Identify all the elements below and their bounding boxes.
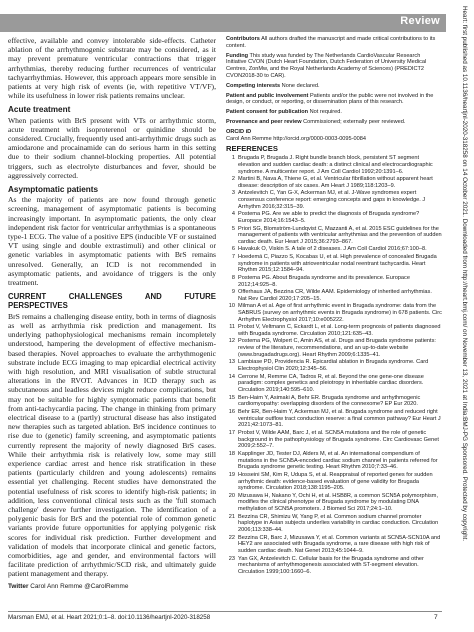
- reference-number: 13: [228, 359, 235, 366]
- reference-number: 3: [231, 190, 235, 197]
- reference-item: [226, 338, 442, 358]
- orcid-heading: ORCID iD: [226, 128, 252, 135]
- reference-number: 23: [228, 555, 235, 562]
- consent-statement: [226, 109, 442, 116]
- reference-item: [226, 211, 442, 225]
- asymptomatic-text: As the majority of patients are now found through genetic screening, management of asymptomatic patients is becoming increasingly important. In asymptomatic patients, the only clear independent risk factor for ventricular arrhythmias is a spontaneous type-1 ECG. The value of a positive EPS (inducible VF or sustained VT using single and double extrastimuli) and other clinical or genetic variables in asymptomatic patients with BrS remains unresolved. Generally, an ICD is not recommended in asymptomatic patients, and avoidance of triggers is the only treatment.: [8, 195, 216, 288]
- reference-text: Behr ER, Ben-Haim Y, Ackerman MJ, et al. Brugada syndrome and reduced right ventricular outflow tract conduction reserve: a final common pathway? Eur Heart J 2021;42:1073–81.: [238, 408, 441, 429]
- reference-number: 11: [229, 324, 235, 331]
- current-challenges-heading: CURRENT CHALLENGES AND FUTURE PERSPECTIVES: [8, 292, 216, 311]
- references-heading: REFERENCES: [226, 144, 278, 154]
- reference-text: Brugada P, Brugada J. Right bundle branch block, persistent ST segment elevation and sudden cardiac death: a distinct clinical and electrocardiographic syndrome. A multicenter report. J Am Coll Cardiol 1992;20:1391–6.: [238, 155, 433, 175]
- reference-text: Postema PG. Are we able to predict the diagnosis of Brugada syndrome? Europace 2014;16:1543–5.: [238, 211, 420, 225]
- ppi-text: Patients and/or the public were not involved in the design, or conduct, or reporting, or dissemination plans of this research.: [226, 92, 434, 106]
- reference-number: 22: [228, 534, 235, 541]
- reference-text: Havakuk O, Viskin S. A tale of 2 diseases. J Am Coll Cardiol 2016;67:100–8.: [238, 246, 427, 253]
- provenance-statement: [226, 119, 442, 126]
- reference-text: Postema PG. About Brugada syndrome and its prevalence. Europace 2012;14:925–8.: [238, 274, 410, 288]
- reference-text: Priori SG, Blomström-Lundqvist C, Mazzanti A, et al. 2015 ESC guidelines for the management of patients with ventricular arrhythmias and the prevention of sudden cardiac death. Eur Heart J 2015;36:2793–867.: [238, 225, 442, 246]
- reference-text: Hosseini SM, Kim R, Udupa S, et al. Reappraisal of reported genes for sudden arrhythmic death: evidence-based evaluation of gene validity for Brugada syndrome. Circulation 2018;138:1195–205.: [238, 471, 433, 492]
- side-notice-strip: [452, 6, 470, 626]
- reference-number: 14: [228, 373, 235, 380]
- contributors-statement: [226, 36, 442, 50]
- reference-item: [226, 275, 442, 289]
- reference-text: Offerhaus JA, Bezzina CR, Wilde AAM. Epidemiology of inherited arrhythmias. Nat Rev Cardiol 2020;17:205–15.: [238, 289, 432, 302]
- reference-text: Milman A et al. Age of first arrhythmic event in Brugada syndrome: data from the SABRUS (survey on arrhythmic events in Brugada syndrome) in 678 patients. Circ Arrhythm Electrophysiol 2017;10:e005222.: [238, 303, 442, 323]
- provenance-label: Provenance and peer review: [226, 118, 302, 125]
- reference-number: 18: [228, 450, 235, 457]
- twitter-handle[interactable]: Carol Ann Remme @CarolRemme: [30, 582, 129, 590]
- acute-treatment-text: When patients with BrS present with VTs or arrhythmic storm, acute treatment with isoproterenol or quinidine should be considered. Crucially, frequently used anti-arrhythmic drugs such as amiodarone and procainamide can do serious harm in this setting due to their sodium channel-blocking properties. All potential triggers, such as electrolyte disturbances and fever, should be aggressively corrected.: [8, 115, 216, 180]
- reference-number: 2: [231, 176, 235, 183]
- reference-item: [226, 324, 442, 338]
- reference-number: 1: [231, 155, 235, 162]
- reference-number: 10: [228, 303, 235, 310]
- reference-number: 8: [231, 274, 235, 281]
- reference-text: Hoedemá C, Piazzo S, Kocabas U, et al. High prevalence of concealed Brugada syndrome in patients with atrioventricular nodal reentrant tachycardia. Heart Rhythm 2015;12:1584–94.: [238, 253, 437, 274]
- reference-text: Lambiase PD, Providencia R. Epicardial ablation in Brugada syndrome. Card Electrophysiol Clin 2020;12:345–56.: [238, 359, 429, 373]
- reference-text: Ben-Haim Y, Asimaki A, Behr ER. Brugada syndrome and arrhythmogenic cardiomyopathy: overlapping disorders of the connexome? EP Eur 2020.: [238, 394, 421, 408]
- reference-text: Yan GX, Antzelevitch C. Cellular basis for the Brugada syndrome and other mechanisms of arrhythmogenesis associated with ST-segment elevation. Circulation 1999;100:1660–6.: [238, 555, 424, 576]
- orcid-entry: [226, 136, 442, 143]
- reference-item: [226, 303, 442, 323]
- funding-label: Funding: [226, 52, 249, 59]
- reference-number: 20: [228, 492, 235, 499]
- footer-divider: [8, 611, 442, 612]
- provenance-text: Commissioned; externally peer reviewed.: [303, 118, 406, 125]
- left-column: [8, 36, 216, 591]
- funding-text: This study was funded by The Netherlands CardioVascular Research Initiative CVON (Dutch Heart Foundation, Dutch Federation of University Medical Centres, ZonMw, and the Royal Netherlands Academy of Sciences) (PREDICT2 CVON2018-30 to CAR).: [226, 52, 427, 79]
- references-list: [226, 155, 442, 576]
- reference-item: [226, 374, 442, 394]
- ppi-label: Patient and public involvement: [226, 92, 309, 99]
- reference-number: 12: [228, 338, 235, 345]
- consent-text: Not required.: [309, 109, 342, 116]
- section-label: Review: [400, 15, 440, 27]
- reference-item: [226, 289, 442, 303]
- reference-item: [226, 472, 442, 492]
- reference-item: [226, 190, 442, 210]
- reference-number: 21: [228, 513, 235, 520]
- contributors-text: All authors drafted the manuscript and made critical contributions to its content.: [226, 36, 436, 49]
- intro-paragraph: effective, available and convey intolerable side-effects. Catheter ablation of the arrhythmogenic substrate may be considered, as it may prevent premature ventricular contractions that trigger arrhythmias, thereby reducing further recurrences of ventricular tachyarrhythmias. However, this approach appears more sensible in patients at very high risk of events (ie, with repetitive VT/VF), while its usefulness in lower risk patients remains unclear.: [8, 36, 216, 101]
- reference-item: [226, 556, 442, 576]
- reference-number: 6: [231, 246, 235, 253]
- reference-item: [226, 395, 442, 409]
- reference-number: 16: [228, 408, 235, 415]
- acute-treatment-heading: Acute treatment: [8, 105, 71, 115]
- ppi-statement: [226, 93, 442, 107]
- contributors-label: Contributors: [226, 36, 260, 42]
- reference-number: 7: [231, 253, 235, 260]
- reference-number: 4: [231, 211, 235, 218]
- reference-item: [226, 514, 442, 534]
- asymptomatic-heading: Asymptomatic patients: [8, 185, 99, 195]
- reference-text: Bezzina CR, Shimizu W, Yang P, et al. Common sodium channel promoter haplotype in Asian subjects underlies variability in cardiac conduction. Circulation 2006;113:338–44.: [238, 513, 439, 534]
- reference-item: [226, 493, 442, 513]
- reference-text: Antzelevitch C, Yan G-X, Ackerman MJ, et al. J-Wave syndromes expert consensus conference report: emerging concepts and gaps in knowledge. J Arrhythm 2016;32:315–39.: [238, 190, 426, 210]
- reference-item: [226, 246, 442, 253]
- reference-number: 9: [231, 289, 235, 296]
- consent-label: Patient consent for publication: [226, 109, 309, 116]
- reference-text: Kapplinger JD, Tester DJ, Alders M, et al. An international compendium of mutations in the SCN5A-encoded cardiac sodium channel in patients referred for Brugada syndrome genetic testing. Heart Rhythm 2010;7:33–46.: [238, 450, 438, 471]
- reference-text: Mizusawa H, Nakano Y, Ochi H, et al. HSB8R, a common SCN5A polymorphism, modifies the clinical phenotype of Brugada syndrome by modulating DNA methylation of SCN5A promoters. J Biomed Sci 2017;24:1–10.: [238, 492, 439, 513]
- competing-interests-text: None declared.: [281, 82, 320, 89]
- orcid-link[interactable]: http://orcid.org/0000-0003-0095-0084: [273, 135, 366, 142]
- reference-item: [226, 176, 442, 190]
- reference-item: [226, 155, 442, 175]
- reference-text: Bezzina CR, Barc J, Mizusawa Y, et al. Common variants at SCN5A-SCN10A and HEY2 are associated with Brugada syndrome, a rare disease with high risk of sudden cardiac death. Nat Genet 2013;45:1044–9.: [238, 534, 441, 555]
- reference-item: [226, 226, 442, 246]
- reference-item: [226, 430, 442, 450]
- right-column: [226, 36, 442, 577]
- orcid-name: Carol Ann Remme: [226, 135, 272, 142]
- reference-text: Cerrone M, Remme CA, Tadros R, et al. Beyond the one gene-one disease paradigm: complex genetics and pleiotropy in inheritable cardiac disorders. Circulation 2019;140:595–610.: [238, 373, 424, 394]
- reference-text: Martini B, Nava A, Thiene G, et al. Ventricular fibrillation without apparent heart disease: description of six cases. Am Heart J 1989;118:1203–9.: [238, 176, 433, 189]
- reference-item: [226, 409, 442, 429]
- section-header-bar: [0, 14, 446, 32]
- competing-interests-statement: [226, 83, 442, 90]
- reference-item: [226, 451, 442, 471]
- reference-number: 17: [228, 429, 235, 436]
- reference-number: 19: [228, 471, 235, 478]
- side-notice[interactable]: Heart: first published as 10.1136/heartjnl-2020-318258 on 14 October 2021. Downloaded from http://heart.bmj.com/ on November 13, 2021 at India:BMJ-PG Sponsored. Protected by copyright.: [461, 6, 468, 542]
- reference-item: [226, 359, 442, 373]
- reference-text: Probst V, Veltmann C, Eckardt L, et al. Long-term prognosis of patients diagnosed with Brugada syndrome. Circulation 2010;121:635–43.: [238, 324, 441, 338]
- page-number: 7: [434, 614, 438, 621]
- reference-number: 5: [231, 225, 235, 232]
- reference-text: Probst V, Wilde AAM, Barc J, et al. SCN5A mutations and the role of genetic background in the pathophysiology of Brugada syndrome. Circ Cardiovasc Genet 2009;2:552–7.: [238, 429, 439, 450]
- current-challenges-text: BrS remains a challenging disease entity, both in terms of diagnosis as well as arrhythmia risk prediction and management. Its underlying pathophysiological mechanisms remain incompletely understood, hampering the development of effective mechanism-based therapies. Novel approaches to evaluate the arrhythmogenic substrate include ECG imaging to map epicardial electrical activity with high resolution, and MRI visualisation of subtle structural alterations in the RVOT. Advances in ICD therapy such as subcutaneous and leadless devices might reduce complications, but may not be suitable for highly symptomatic patients that benefit from anti-tachycardia pacing. The change in thinking from primary electrical disease to a (partly) structural disease has also instigated new therapies such as targeted ablation. BrS incidence continues to rise due to (genetic) family screening, and asymptomatic patients currently represent the majority of newly diagnosed BrS cases. While their arrhythmia risk is relatively low, some may still experience cardiac arrest and hence risk stratification in these patients (particularly children and young adolescents) remains essential yet challenging. Recent studies have demonstrated the potential usefulness of risk scores to identify high-risk patients; in addition, less conventional clinical tests such as the 'full stomach challenge' deserve further investigation. The identification of a polygenic basis for BrS and the potential role of common genetic variants provide future opportunities for applying polygenic risk scores for individual risk prediction. Further development and validation of models that incorporate clinical and genetic factors, comorbidities, age and gender, and environmental factors will facilitate prediction of arrhythmic/SCD risk, and ultimately guide patient management and therapy.: [8, 311, 216, 579]
- twitter-line: [8, 582, 216, 591]
- funding-statement: [226, 53, 442, 80]
- competing-interests-label: Competing interests: [226, 82, 281, 89]
- twitter-label: Twitter: [8, 582, 29, 590]
- reference-item: [226, 254, 442, 274]
- reference-number: 15: [228, 394, 235, 401]
- reference-item: [226, 535, 442, 555]
- footer-citation: Marsman EMJ, et al. Heart 2021;0:1–8. doi:10.1136/heartjnl-2020-318258: [8, 614, 211, 621]
- reference-text: Postema PG, Wolpert C, Amin AS, et al. Drugs and Brugada syndrome patients: review of the literature, recommendations, and an up-to-date website (www.brugadadrugs.org). Heart Rhythm 2009;6:1335–41.: [238, 338, 436, 358]
